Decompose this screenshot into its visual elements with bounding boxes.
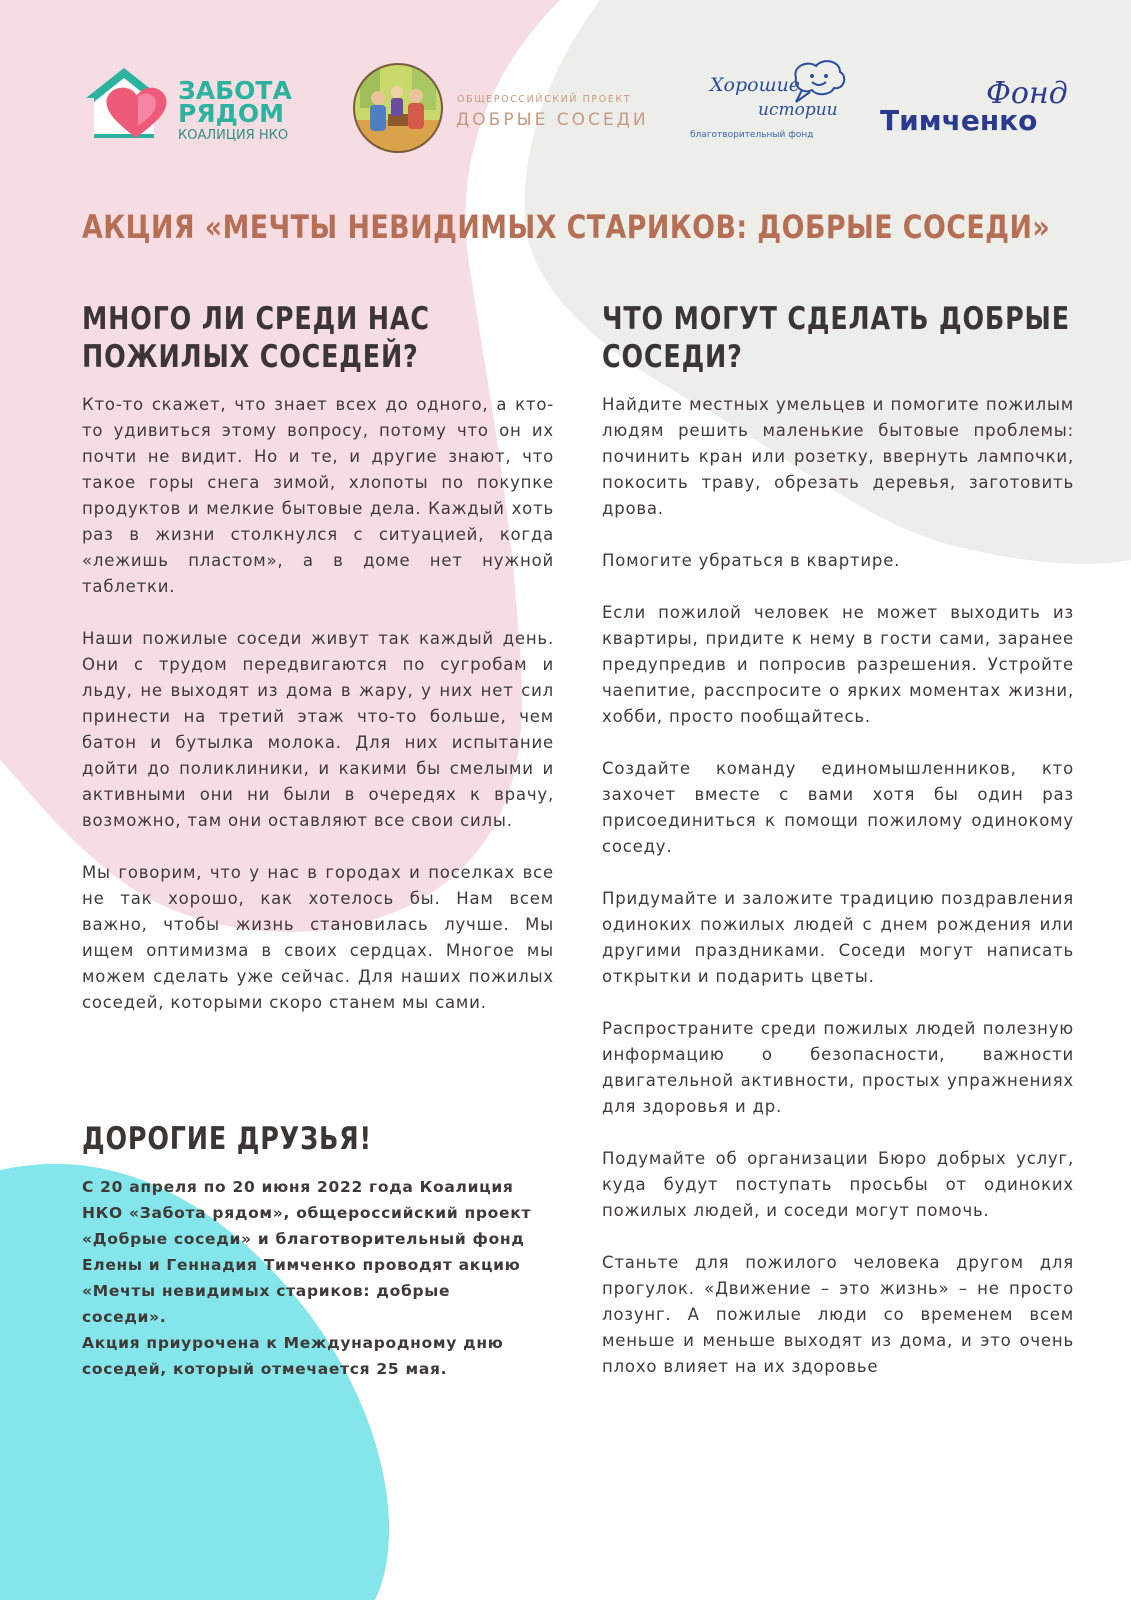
right-paragraph: Станьте для пожилого человека другом для прогулок. «Движение – это жизнь» – не просто лозунг. А пожилые люди со временем всем меньше и меньше выходят из дома, и это очень плохо влияет на их здоровье bbox=[602, 1253, 1074, 1376]
left-paragraph: Мы говорим, что у нас в городах и поселках все не так хорошо, как хотелось бы. Нам всем важно, чтобы жизнь становилась лучше. Мы ищем оптимизма в своих сердцах. Многое мы можем сделать уже сейчас. Для наших пожилых соседей, которыми скоро станем мы сами. bbox=[82, 863, 554, 1012]
right-paragraph: Помогите убраться в квартире. bbox=[602, 551, 901, 570]
right-paragraph: Придумайте и заложите традицию поздравления одиноких пожилых людей с днем рождения или другими праздниками. Соседи могут написать открытки и подарить цветы. bbox=[602, 889, 1074, 986]
friends-heading: ДОРОГИЕ ДРУЗЬЯ! bbox=[82, 1121, 372, 1157]
sosedi-subtitle: ОБЩЕРОССИЙСКИЙ ПРОЕКТ bbox=[457, 94, 632, 105]
left-heading-line1: МНОГО ЛИ СРЕДИ НАС bbox=[82, 301, 430, 337]
friends-line: «Мечты невидимых стариков: добрые bbox=[82, 1282, 451, 1300]
right-heading-line2: СОСЕДИ? bbox=[602, 339, 743, 375]
khoroshie-istorii-logo bbox=[686, 58, 848, 148]
neighbors-illustration-icon bbox=[352, 62, 444, 154]
friends-line: «Добрые соседи» и благотворительный фонд bbox=[82, 1230, 525, 1248]
left-heading-line2: ПОЖИЛЫХ СОСЕДЕЙ? bbox=[82, 339, 419, 375]
timchenko-name: Тимченко bbox=[880, 104, 1038, 137]
zabota-line3: КОАЛИЦИЯ НКО bbox=[178, 128, 289, 143]
zabota-line1: ЗАБОТА bbox=[178, 76, 292, 105]
zabota-ryadom-logo bbox=[80, 64, 302, 146]
right-column-heading bbox=[602, 300, 1078, 376]
friends-announcement bbox=[82, 1174, 562, 1382]
sosedi-title: ДОБРЫЕ СОСЕДИ bbox=[456, 110, 649, 130]
friends-line: Акция приурочена к Международному дню bbox=[82, 1334, 504, 1352]
page-title: АКЦИЯ «МЕЧТЫ НЕВИДИМЫХ СТАРИКОВ: ДОБРЫЕ СОСЕДИ» bbox=[82, 208, 1051, 246]
right-column bbox=[602, 392, 1074, 1406]
istorii-line1: Хорошие bbox=[710, 74, 801, 96]
right-paragraph: Подумайте об организации Бюро добрых услуг, куда будут поступать просьбы от одиноких пожилых людей, и соседи могут помочь. bbox=[602, 1149, 1074, 1220]
right-paragraph: Создайте команду единомышленников, кто захочет вместе с вами хотя бы один раз присоединиться к помощи пожилому одинокому соседу. bbox=[602, 759, 1074, 856]
fond-timchenko-logo bbox=[880, 76, 1080, 146]
friends-line: соседи». bbox=[82, 1308, 167, 1326]
istorii-line2: истории bbox=[758, 100, 838, 120]
house-heart-icon bbox=[80, 64, 172, 144]
zabota-line2: РЯДОМ bbox=[178, 99, 284, 128]
right-paragraph: Распространите среди пожилых людей полезную информацию о безопасности, важности двигательной активности, простых упражнениях для здоровья и др. bbox=[602, 1019, 1074, 1116]
left-paragraph: Наши пожилые соседи живут так каждый день. Они с трудом передвигаются по сугробам и льду, не выходят из дома в жару, у них нет сил принести на третий этаж что-то больше, чем батон и бутылка молока. Для них испытание дойти до поликлиники, и какими бы смелыми и активными они ни были в очередях к врачу, возможно, там они оставляют все свои силы. bbox=[82, 629, 554, 830]
friends-line: С 20 апреля по 20 июня 2022 года Коалиция bbox=[82, 1178, 514, 1196]
right-paragraph: Найдите местных умельцев и помогите пожилым людям решить маленькие бытовые проблемы: починить кран или розетку, ввернуть лампочки, покосить траву, обрезать деревья, заготовить дрова. bbox=[602, 395, 1074, 518]
friends-line: Елены и Геннадия Тимченко проводят акцию bbox=[82, 1256, 521, 1274]
friends-line: соседей, который отмечается 25 мая. bbox=[82, 1360, 448, 1378]
left-column bbox=[82, 392, 554, 1042]
left-paragraph: Кто-то скажет, что знает всех до одного, а кто-то удивиться этому вопросу, потому что он их почти не видит. Но и те, и другие знают, что такое горы снега зимой, хлопоты по покупке продуктов и мелкие бытовые дела. Каждый хоть раз в жизни столкнулся с ситуацией, когда «лежишь пластом», а в доме нет нужной таблетки. bbox=[82, 395, 554, 596]
dobrye-sosedi-logo bbox=[352, 62, 652, 154]
friends-line: НКО «Забота рядом», общероссийский проект bbox=[82, 1204, 532, 1222]
left-column-heading bbox=[82, 300, 558, 376]
istorii-caption: благотворительный фонд bbox=[690, 130, 814, 140]
right-heading-line1: ЧТО МОГУТ СДЕЛАТЬ ДОБРЫЕ bbox=[602, 301, 1070, 337]
right-paragraph: Если пожилой человек не может выходить из квартиры, придите к нему в гости сами, заранее предупредив и попросив разрешения. Устройте чаепитие, расспросите о ярких моментах жизни, хобби, просто пообщайтесь. bbox=[602, 603, 1074, 726]
timchenko-fond: Фонд bbox=[986, 76, 1068, 111]
